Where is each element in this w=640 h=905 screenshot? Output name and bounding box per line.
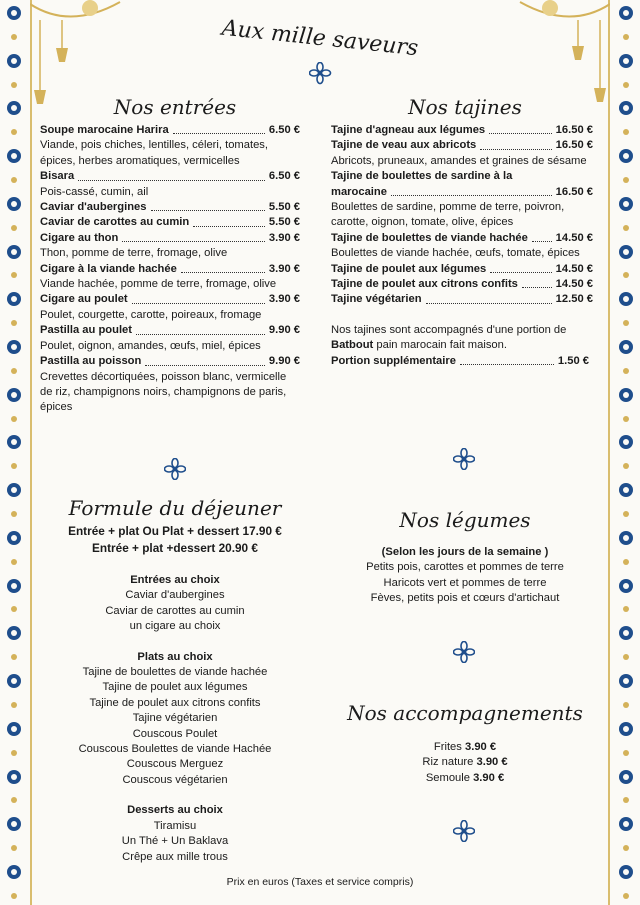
dish-row bbox=[40, 262, 300, 277]
legume-line: Fèves, petits pois et cœurs d'artichaut bbox=[370, 592, 560, 605]
dish-price: 5.50 € bbox=[268, 216, 300, 229]
gold-dot bbox=[623, 559, 629, 565]
border-medallion bbox=[619, 579, 633, 593]
footer-note: Prix en euros (Taxes et service compris) bbox=[226, 876, 414, 888]
gold-dot bbox=[623, 416, 629, 422]
dish-row bbox=[331, 123, 593, 138]
dish-row bbox=[40, 323, 300, 338]
border-medallion bbox=[619, 101, 633, 115]
gold-dot bbox=[11, 702, 17, 708]
gold-dot bbox=[11, 225, 17, 231]
dish-description: Pois-cassé, cumin, ail bbox=[40, 185, 149, 198]
dish-name: Tajine de poulet aux légumes bbox=[331, 262, 487, 275]
border-medallion bbox=[619, 531, 633, 545]
border-medallion bbox=[7, 579, 21, 593]
dish-row bbox=[40, 231, 300, 246]
choice-item: Couscous Merguez bbox=[126, 758, 224, 771]
border-medallion bbox=[7, 340, 21, 354]
extra-portion-row: Portion supplémentaire 1.50 € bbox=[331, 354, 589, 367]
dish-row bbox=[40, 215, 300, 230]
dish-name: Bisara bbox=[40, 170, 75, 183]
border-medallion bbox=[7, 54, 21, 68]
border-medallion bbox=[7, 817, 21, 831]
flower-icon bbox=[453, 641, 475, 663]
restaurant-title: Aux mille saveurs bbox=[220, 15, 420, 62]
gold-dot bbox=[623, 463, 629, 469]
choice-item: Couscous végétarien bbox=[122, 773, 228, 786]
border-medallion bbox=[7, 388, 21, 402]
dish-row bbox=[331, 138, 593, 153]
gold-dot bbox=[11, 463, 17, 469]
gold-dot bbox=[11, 893, 17, 899]
side-name: Riz nature bbox=[422, 756, 474, 769]
dish-row bbox=[40, 292, 300, 307]
side-price: 3.90 € bbox=[473, 771, 505, 784]
gold-dot bbox=[623, 797, 629, 803]
dish-name: marocaine bbox=[331, 185, 387, 198]
dish-price: 16.50 € bbox=[555, 124, 593, 136]
gold-dot bbox=[623, 225, 629, 231]
border-medallion bbox=[619, 388, 633, 402]
dish-description: Poulet, oignon, amandes, œufs, miel, épices bbox=[40, 339, 261, 352]
gold-dot bbox=[623, 34, 629, 40]
formule-choices bbox=[40, 573, 310, 865]
border-medallion bbox=[619, 483, 633, 497]
choice-item: Tajine de poulet aux légumes bbox=[102, 681, 248, 694]
gold-dot bbox=[11, 797, 17, 803]
gold-dot bbox=[11, 34, 17, 40]
dish-price: 6.50 € bbox=[268, 124, 300, 136]
accompagnements-list bbox=[330, 740, 600, 786]
dish-name: Soupe marocaine Harira bbox=[40, 124, 169, 136]
border-medallion bbox=[7, 101, 21, 115]
dish-name: Tajine de veau aux abricots bbox=[331, 139, 477, 152]
flower-icon bbox=[453, 820, 475, 842]
choice-item: Caviar d'aubergines bbox=[125, 589, 225, 602]
choice-item: Tajine végétarien bbox=[132, 712, 218, 725]
gold-dot bbox=[623, 606, 629, 612]
border-medallion bbox=[619, 435, 633, 449]
choice-item: Couscous Boulettes de viande Hachée bbox=[78, 743, 272, 756]
border-medallion bbox=[7, 245, 21, 259]
border-medallion bbox=[619, 149, 633, 163]
dish-description: Boulettes de viande hachée, œufs, tomate, épices bbox=[331, 247, 580, 260]
flower-icon bbox=[164, 458, 186, 480]
right-gold-line bbox=[608, 0, 610, 905]
dish-price: 3.90 € bbox=[268, 231, 300, 244]
dish-description: Viande hachée, pomme de terre, fromage, olive bbox=[40, 278, 277, 291]
border-medallion bbox=[619, 674, 633, 688]
dish-description: Viande, pois chiches, lentilles, céleri, tomates, épices, herbes aromatiques, vermicelles bbox=[40, 139, 269, 167]
border-medallion bbox=[7, 435, 21, 449]
entrees-heading: Nos entrées bbox=[113, 95, 237, 119]
dish-price: 3.90 € bbox=[268, 262, 300, 275]
choice-item: Couscous Poulet bbox=[132, 727, 218, 740]
dish-name-line: Tajine de boulettes de sardine à la bbox=[331, 170, 513, 183]
border-medallion bbox=[619, 245, 633, 259]
tajines-list bbox=[331, 123, 593, 369]
gold-dot bbox=[11, 559, 17, 565]
formule-line-2: Entrée + plat +dessert 20.90 € bbox=[92, 540, 258, 555]
gold-dot bbox=[11, 606, 17, 612]
gold-dot bbox=[11, 82, 17, 88]
gold-dot bbox=[623, 272, 629, 278]
choice-group-title: Desserts au choix bbox=[127, 804, 223, 817]
flower-icon bbox=[309, 62, 333, 86]
dish-row bbox=[40, 200, 300, 215]
choice-group-title: Entrées au choix bbox=[130, 574, 220, 586]
gold-dot bbox=[11, 129, 17, 135]
dish-row bbox=[331, 277, 593, 292]
dish-description: Crevettes décortiquées, poisson blanc, vermicelle de riz, champignons noirs, champignons de paris, épices bbox=[40, 370, 287, 414]
choice-item: Tiramisu bbox=[153, 819, 197, 832]
dish-price: 14.50 € bbox=[555, 262, 593, 275]
dish-name: Cigare au thon bbox=[40, 231, 119, 244]
border-medallion bbox=[619, 197, 633, 211]
side-item bbox=[330, 771, 600, 786]
choice-item: Caviar de carottes au cumin bbox=[105, 604, 245, 617]
gold-dot bbox=[11, 320, 17, 326]
dish-name: Cigare à la viande hachée bbox=[40, 262, 177, 275]
border-medallion bbox=[7, 197, 21, 211]
dish-description: Poulet, courgette, carotte, poireaux, fromage bbox=[40, 308, 262, 321]
formule-block bbox=[40, 523, 310, 556]
dish-row bbox=[331, 292, 593, 307]
side-name: Semoule bbox=[425, 771, 470, 784]
left-border bbox=[0, 0, 28, 905]
gold-dot bbox=[623, 511, 629, 517]
dish-price: 3.90 € bbox=[268, 293, 300, 306]
legume-line: Haricots vert et pommes de terre bbox=[383, 576, 547, 589]
border-medallion bbox=[7, 149, 21, 163]
dish-price: 12.50 € bbox=[555, 293, 593, 306]
dish-row bbox=[40, 123, 300, 138]
side-item bbox=[330, 755, 600, 770]
border-medallion bbox=[7, 531, 21, 545]
border-medallion bbox=[619, 626, 633, 640]
dish-price: 6.50 € bbox=[268, 170, 300, 183]
side-price: 3.90 € bbox=[464, 741, 497, 753]
dish-name: Tajine de poulet aux citrons confits bbox=[331, 278, 518, 291]
legumes-subtitle: (Selon les jours de la semaine ) bbox=[381, 546, 549, 558]
dish-name: Tajine de boulettes de viande hachée bbox=[331, 231, 528, 244]
border-medallion bbox=[7, 626, 21, 640]
flower-icon bbox=[453, 448, 475, 470]
border-medallion bbox=[619, 6, 633, 20]
gold-dot bbox=[11, 416, 17, 422]
border-medallion bbox=[619, 817, 633, 831]
choice-item: Crêpe aux mille trous bbox=[122, 850, 228, 863]
side-price: 3.90 € bbox=[476, 756, 508, 769]
dish-row bbox=[331, 262, 593, 277]
legumes-heading: Nos légumes bbox=[399, 508, 531, 532]
legumes-block bbox=[330, 545, 600, 607]
gold-dot bbox=[623, 654, 629, 660]
gold-dot bbox=[623, 368, 629, 374]
gold-dot bbox=[623, 845, 629, 851]
gold-dot bbox=[623, 129, 629, 135]
choice-item: Tajine de boulettes de viande hachée bbox=[82, 666, 268, 679]
right-border bbox=[612, 0, 640, 905]
dish-description: Boulettes de sardine, pomme de terre, poivron, carotte, oignon, tomate, olive, épices bbox=[331, 201, 565, 229]
dish-row bbox=[40, 169, 300, 184]
dish-name: Tajine végétarien bbox=[331, 293, 422, 306]
dish-name: Caviar de carottes au cumin bbox=[40, 216, 190, 229]
border-medallion bbox=[7, 674, 21, 688]
formule-line-1: Entrée + plat Ou Plat + dessert 17.90 € bbox=[68, 524, 282, 538]
entrees-list bbox=[40, 123, 300, 416]
dish-price: 9.90 € bbox=[268, 324, 300, 337]
gold-dot bbox=[623, 750, 629, 756]
dish-price: 14.50 € bbox=[555, 231, 593, 244]
border-medallion bbox=[7, 292, 21, 306]
dish-description: Abricots, pruneaux, amandes et graines de sésame bbox=[331, 154, 587, 167]
accompagnements-heading: Nos accompagnements bbox=[347, 701, 583, 725]
gold-dot bbox=[623, 320, 629, 326]
gold-dot bbox=[623, 702, 629, 708]
dish-row bbox=[331, 185, 593, 200]
dish-price: 14.50 € bbox=[555, 278, 593, 291]
gold-dot bbox=[623, 177, 629, 183]
gold-dot bbox=[11, 750, 17, 756]
choice-item: un cigare au choix bbox=[129, 620, 221, 633]
choice-item: Tajine de poulet aux citrons confits bbox=[89, 696, 261, 709]
gold-dot bbox=[11, 845, 17, 851]
border-medallion bbox=[619, 770, 633, 784]
legume-line: Petits pois, carottes et pommes de terre bbox=[366, 561, 564, 574]
gold-dot bbox=[11, 177, 17, 183]
dish-name: Cigare au poulet bbox=[40, 293, 128, 306]
dish-price: 5.50 € bbox=[268, 201, 300, 214]
border-medallion bbox=[7, 770, 21, 784]
border-medallion bbox=[7, 483, 21, 497]
dish-name: Caviar d'aubergines bbox=[40, 201, 147, 214]
tajines-note: Nos tajines sont accompagnés d'une portion de Batbout pain marocain fait maison. bbox=[331, 323, 567, 352]
gold-dot bbox=[11, 368, 17, 374]
border-medallion bbox=[619, 340, 633, 354]
gold-dot bbox=[11, 511, 17, 517]
dish-price: 16.50 € bbox=[555, 185, 593, 198]
border-medallion bbox=[7, 722, 21, 736]
gold-dot bbox=[11, 654, 17, 660]
dish-name: Tajine d'agneau aux légumes bbox=[331, 124, 486, 136]
tajines-heading: Nos tajines bbox=[408, 95, 522, 119]
border-medallion bbox=[619, 292, 633, 306]
side-item bbox=[330, 740, 600, 755]
dish-row bbox=[331, 231, 593, 246]
dish-name: Pastilla au poulet bbox=[40, 324, 133, 337]
border-medallion bbox=[619, 722, 633, 736]
gold-dot bbox=[623, 893, 629, 899]
gold-dot bbox=[11, 272, 17, 278]
dish-row bbox=[40, 354, 300, 369]
left-gold-line bbox=[30, 0, 32, 905]
formule-heading: Formule du déjeuner bbox=[68, 496, 282, 520]
side-name: Frites bbox=[433, 741, 462, 753]
choice-item: Un Thé + Un Baklava bbox=[121, 835, 229, 848]
dish-description: Thon, pomme de terre, fromage, olive bbox=[40, 247, 228, 260]
dish-price: 16.50 € bbox=[555, 139, 593, 152]
dish-price: 9.90 € bbox=[268, 355, 300, 368]
dish-name: Pastilla au poisson bbox=[40, 355, 142, 368]
choice-group-title: Plats au choix bbox=[137, 650, 213, 663]
